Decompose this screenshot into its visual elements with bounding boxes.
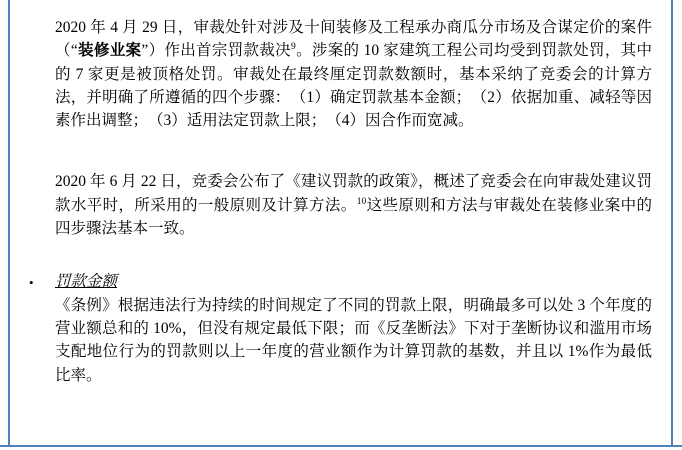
p2-text-a: 2020 年 6 月 22 日，竞委会公布了《建议罚款的政策》，概述了竞委会在向审裁处建议罚款水平时，所采用的一般原则及计算方法。 — [55, 173, 652, 214]
footnote-ref-10: 10 — [356, 196, 367, 207]
case-name-bold: 装修业案 — [77, 42, 142, 60]
bullet-item-fine-amount — [29, 270, 652, 386]
table-border-right — [671, 0, 673, 446]
cell-content — [29, 16, 652, 387]
footnote-ref-9: 9 — [291, 42, 296, 53]
p1-text-b: ”）作出首宗罚款裁决 — [141, 42, 291, 60]
bullet-paragraph: 《条例》根据违法行为持续的时间规定了不同的罚款上限，明确最多可以处 3 个年度的营业额总和的 10%，但没有规定最低下限；而《反垄断法》下对于垄断协议和滥用市场支配地位行为的罚款则以上一年度的营业额作为计算罚款的基数，并且以 1%作为最低比率。 — [55, 296, 652, 384]
paragraph-commission-policy — [55, 170, 652, 240]
p1-text-a: 2020 年 4 月 29 日，审裁处针对涉及十间装修及工程承办商瓜分市场及合谋定价的案件（“ — [55, 19, 652, 60]
table-border-bottom — [0, 445, 682, 447]
p1-text-c: 。涉案的 10 家建筑工程公司均受到罚款处罚，其中的 7 家更是被顶格处罚。审裁处在最终厘定罚款数额时，基本采纳了竞委会的计算方法，并明确了所遵循的四个步骤： （1）确定罚款基本金额； （2）依据加重、减轻等因素作出调整； （3）适用法定罚款上限； （4）因合作而宽减。 — [55, 42, 652, 130]
table-border-left — [8, 0, 10, 446]
bullet-heading: 罚款金额 — [55, 273, 118, 291]
bullet-marker-icon: • — [29, 275, 34, 291]
p2-text-b: 这些原则和方法与审裁处在装修业案中的四步骤法基本一致。 — [55, 196, 652, 238]
paragraph-tribunal-decision — [55, 16, 652, 132]
